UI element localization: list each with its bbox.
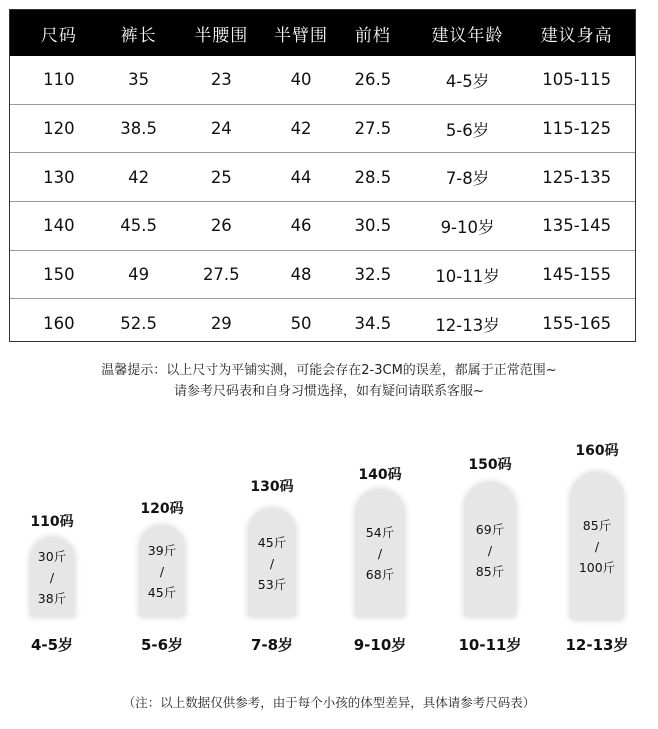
table-cell: 46 xyxy=(290,216,312,236)
figure-size-label: 130码 xyxy=(250,479,294,495)
header-suggested-height: 建议身高 xyxy=(540,25,613,46)
figure-weight-low: 54斤 xyxy=(365,525,395,540)
figure-age-label: 10-11岁 xyxy=(458,636,522,654)
table-cell: 32.5 xyxy=(354,265,392,285)
table-header xyxy=(10,10,635,56)
figure-size-label: 140码 xyxy=(358,467,402,483)
figure-weight-separator: / xyxy=(269,555,275,571)
table-row xyxy=(10,153,635,202)
figure-silhouette xyxy=(248,508,296,617)
figure-silhouette xyxy=(464,482,516,617)
table-row xyxy=(10,105,635,154)
table-cell: 27.5 xyxy=(354,119,392,139)
figure-weight-separator: / xyxy=(594,539,600,554)
table-cell: 9-10岁 xyxy=(440,217,495,237)
table-cell: 125-135 xyxy=(542,167,612,187)
tip-line-2: 请参考尺码表和自身习惯选择，如有疑问请联系客服~ xyxy=(174,384,484,399)
header-size: 尺码 xyxy=(40,25,77,46)
table-cell: 130 xyxy=(43,167,75,187)
table-cell: 160 xyxy=(43,314,75,334)
table-cell: 26.5 xyxy=(354,70,392,90)
figure-weight-high: 100斤 xyxy=(578,560,616,575)
table-cell: 34.5 xyxy=(354,314,392,334)
table-cell: 23 xyxy=(210,70,232,90)
tip-line-1: 温馨提示：以上尺寸为平铺实测，可能会存在2-3CM的误差，都属于正常范围~ xyxy=(101,363,557,378)
size-table xyxy=(9,9,636,342)
table-row xyxy=(10,251,635,300)
table-cell: 155-165 xyxy=(542,314,612,334)
table-cell: 30.5 xyxy=(354,216,392,236)
table-cell: 40 xyxy=(290,70,312,90)
figure-weight-low: 45斤 xyxy=(257,534,287,550)
table-cell: 4-5岁 xyxy=(445,71,490,91)
figure-age-label: 12-13岁 xyxy=(565,636,629,654)
table-cell: 115-125 xyxy=(542,119,612,139)
table-cell: 45.5 xyxy=(120,216,157,236)
table-cell: 29 xyxy=(210,314,232,334)
table-row xyxy=(10,56,635,105)
table-cell: 12-13岁 xyxy=(435,315,500,335)
figure-weight-low: 30斤 xyxy=(37,549,67,564)
footnote: （注：以上数据仅供参考，由于每个小孩的体型差异，具体请参考尺码表） xyxy=(122,695,536,710)
table-cell: 5-6岁 xyxy=(445,120,490,140)
table-row xyxy=(10,202,635,251)
figure-silhouette xyxy=(139,525,185,617)
figure-silhouette xyxy=(570,472,624,620)
table-cell: 105-115 xyxy=(542,70,612,90)
header-half-hip: 半臂围 xyxy=(274,25,329,46)
header-half-waist: 半腰围 xyxy=(194,25,249,46)
tip-text xyxy=(0,360,658,402)
table-cell: 135-145 xyxy=(542,216,612,236)
figure-weight-high: 45斤 xyxy=(147,585,177,600)
table-cell: 35 xyxy=(128,70,150,90)
figure-age-label: 4-5岁 xyxy=(30,636,74,654)
header-pants-length: 裤长 xyxy=(120,25,157,46)
figure-silhouette xyxy=(355,489,405,617)
figure-weight-separator: / xyxy=(159,564,165,579)
figure-weight-separator: / xyxy=(377,546,383,561)
figure-weight-high: 38斤 xyxy=(37,591,67,606)
figure-age-label: 7-8岁 xyxy=(250,636,294,654)
table-cell: 25 xyxy=(210,167,232,187)
table-cell: 50 xyxy=(290,314,312,334)
table-cell: 120 xyxy=(43,119,75,139)
figure-size-label: 120码 xyxy=(140,501,184,517)
table-cell: 28.5 xyxy=(354,167,392,187)
figure-weight-low: 39斤 xyxy=(147,543,177,558)
figure-size-label: 110码 xyxy=(30,514,74,530)
table-cell: 145-155 xyxy=(542,265,612,285)
figure-weight-high: 85斤 xyxy=(475,563,505,579)
table-cell: 49 xyxy=(128,265,150,285)
table-cell: 140 xyxy=(43,216,75,236)
table-cell: 150 xyxy=(43,265,75,285)
table-cell: 52.5 xyxy=(120,314,157,334)
header-front-rise: 前档 xyxy=(354,25,391,46)
table-cell: 10-11岁 xyxy=(435,266,500,286)
table-cell: 44 xyxy=(290,167,312,187)
table-cell: 24 xyxy=(210,119,232,139)
table-body xyxy=(10,56,635,348)
table-cell: 27.5 xyxy=(202,265,240,285)
header-suggested-age: 建议年龄 xyxy=(431,25,504,46)
figure-weight-low: 85斤 xyxy=(582,518,612,533)
figure-age-label: 9-10岁 xyxy=(353,636,407,654)
figure-silhouette xyxy=(30,537,75,617)
figure-age-label: 5-6岁 xyxy=(140,636,184,654)
figure-weight-separator: / xyxy=(49,570,55,585)
table-cell: 38.5 xyxy=(120,119,157,139)
table-cell: 26 xyxy=(210,216,232,236)
figure-weight-high: 68斤 xyxy=(365,567,395,582)
table-cell: 48 xyxy=(290,265,312,285)
figure-weight-high: 53斤 xyxy=(257,576,287,592)
table-cell: 42 xyxy=(128,167,150,187)
figure-size-label: 150码 xyxy=(468,457,512,473)
figure-size-label: 160码 xyxy=(575,443,619,459)
figure-weight-separator: / xyxy=(487,542,493,558)
table-cell: 7-8岁 xyxy=(445,169,490,189)
table-row xyxy=(10,299,635,348)
table-cell: 42 xyxy=(290,119,312,139)
figure-weight-low: 69斤 xyxy=(475,521,505,537)
table-cell: 110 xyxy=(43,70,75,90)
